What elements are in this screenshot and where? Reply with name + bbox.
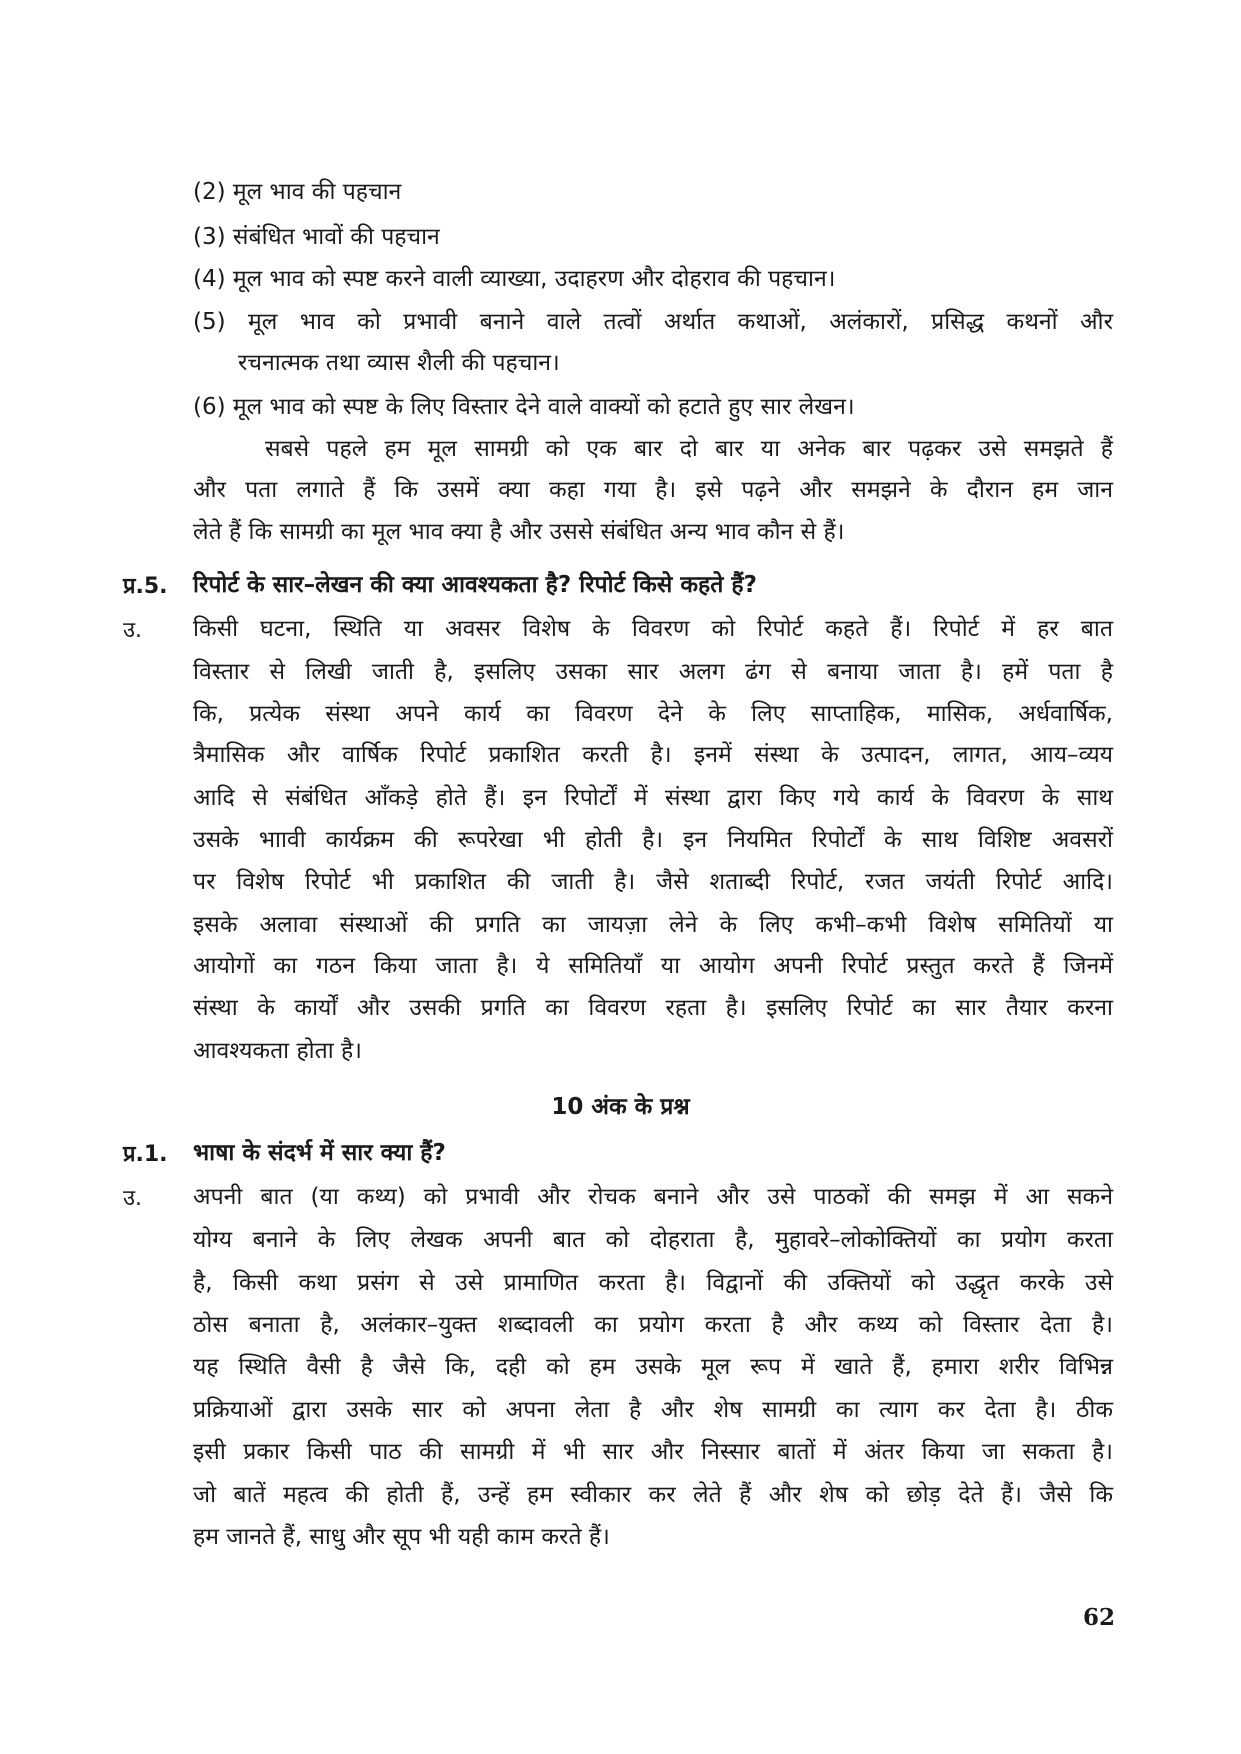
answer-line: अपनी बात (या कथ्य) को प्रभावी और रोचक बनाने और उसे पाठकों की समझ में आ सकने (193, 1184, 1113, 1210)
answer-line: त्रैमासिक और वार्षिक रिपोर्ट प्रकाशित करती है। इनमें संस्था के उत्पादन, लागत, आय–व्यय (193, 742, 1113, 768)
paragraph-line: और पता लगाते हैं कि उसमें क्या कहा गया है। इसे पढ़ने और समझने के दौरान हम जान (193, 477, 1113, 503)
page-number: 62 (1082, 1604, 1115, 1631)
answer-line: यह स्थिति वैसी है जैसे कि, दही को हम उसके मूल रूप में खाते हैं, हमारा शरीर विभिन्न (193, 1354, 1113, 1380)
answer-line: विस्तार से लिखी जाती है, इसलिए उसका सार अलग ढंग से बनाया जाता है। हमें पता है (193, 659, 1113, 685)
answer-line: जो बातें महत्व की होती हैं, उन्हें हम स्वीकार कर लेते हैं और शेष को छोड़ देते हैं। जैसे कि (193, 1482, 1113, 1508)
question-label: प्र.1. (123, 1142, 168, 1167)
answer-line: पर विशेष रिपोर्ट भी प्रकाशित की जाती है। जैसे शताब्दी रिपोर्ट, रजत जयंती रिपोर्ट आदि। (193, 869, 1113, 895)
answer-line: इसी प्रकार किसी पाठ की सामग्री में भी सार और निस्सार बातों में अंतर किया जा सकता है। (193, 1439, 1113, 1465)
paragraph-line: सबसे पहले हम मूल सामग्री को एक बार दो बार या अनेक बार पढ़कर उसे समझते हैं (265, 436, 1113, 462)
answer-line: इसके अलावा संस्थाओं की प्रगति का जायज़ा लेने के लिए कभी–कभी विशेष समितियों या (193, 912, 1113, 938)
list-item-3: (3) संबंधित भावों की पहचान (193, 224, 440, 250)
answer-line: संस्था के कार्यों और उसकी प्रगति का विवरण रहता है। इसलिए रिपोर्ट का सार तैयार करना (193, 995, 1113, 1021)
question-text: भाषा के संदर्भ में सार क्या हैं? (193, 1140, 446, 1166)
list-item-6: (6) मूल भाव को स्पष्ट के लिए विस्तार देने वाले वाक्यों को हटाते हुए सार लेखन। (193, 394, 855, 420)
answer-line: आयोगों का गठन किया जाता है। ये समितियाँ या आयोग अपनी रिपोर्ट प्रस्तुत करते हैं जिनमें (193, 953, 1113, 979)
answer-line: हम जानते हैं, साधु और सूप भी यही काम करते हैं। (193, 1524, 610, 1550)
paragraph-line: लेते हैं कि सामग्री का मूल भाव क्या है और उससे संबंधित अन्य भाव कौन से हैं। (193, 519, 845, 545)
answer-line: आदि से संबंधित आँकड़े होते हैं। इन रिपोर्टों में संस्था द्वारा किए गये कार्य के विवरण के साथ (193, 785, 1113, 811)
answer-line: ठोस बनाता है, अलंकार–युक्त शब्दावली का प्रयोग करता है और कथ्य को विस्तार देता है। (193, 1312, 1113, 1338)
list-item-5-line-2: रचनात्मक तथा व्यास शैली की पहचान। (238, 350, 560, 376)
answer-line: कि, प्रत्येक संस्था अपने कार्य का विवरण देने के लिए साप्ताहिक, मासिक, अर्धवार्षिक, (193, 701, 1113, 727)
question-text: रिपोर्ट के सार–लेखन की क्या आवश्यकता है? रिपोर्ट किसे कहते हैं? (193, 572, 757, 598)
list-item-2: (2) मूल भाव की पहचान (193, 179, 402, 205)
section-heading: 10 अंक के प्रश्न (551, 1094, 690, 1120)
answer-label: उ. (123, 1186, 143, 1211)
answer-line: योग्य बनाने के लिए लेखक अपनी बात को दोहराता है, मुहावरे–लोकोक्तियों का प्रयोग करता (193, 1227, 1113, 1253)
answer-line: किसी घटना, स्थिति या अवसर विशेष के विवरण को रिपोर्ट कहते हैं। रिपोर्ट में हर बात (193, 616, 1113, 642)
answer-line: प्रक्रियाओं द्वारा उसके सार को अपना लेता है और शेष सामग्री का त्याग कर देता है। ठीक (193, 1397, 1113, 1423)
answer-line: है, किसी कथा प्रसंग से उसे प्रामाणित करता है। विद्वानों की उक्तियों को उद्धृत करके उसे (193, 1270, 1113, 1296)
answer-line: उसके भाावी कार्यक्रम की रूपरेखा भी होती है। इन नियमित रिपोर्टों के साथ विशिष्ट अवसरों (193, 827, 1113, 853)
question-label: प्र.5. (123, 574, 168, 599)
answer-line: आवश्यकता होता है। (193, 1038, 362, 1064)
answer-label: उ. (123, 618, 143, 643)
list-item-5-line-1: (5) मूल भाव को प्रभावी बनाने वाले तत्वों अर्थात कथाओं, अलंकारों, प्रसिद्ध कथनों और (193, 309, 1113, 335)
list-item-4: (4) मूल भाव को स्पष्ट करने वाली व्याख्या, उदाहरण और दोहराव की पहचान। (193, 266, 836, 292)
